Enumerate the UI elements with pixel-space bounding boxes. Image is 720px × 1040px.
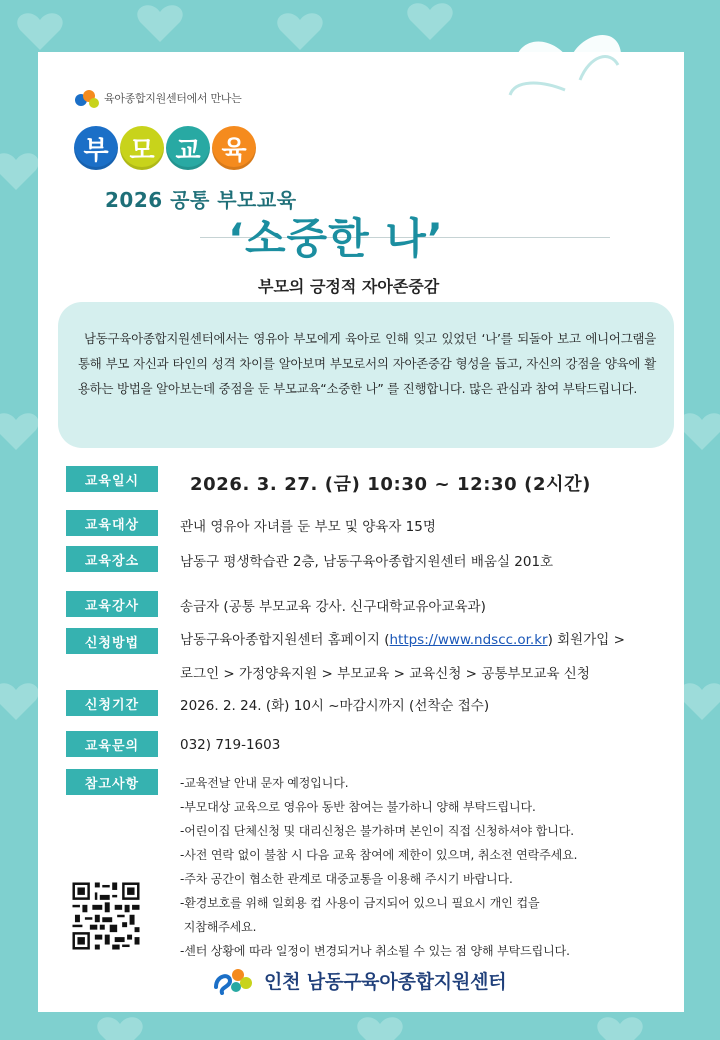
footer xyxy=(212,965,506,995)
label-schedule: 교육일시 xyxy=(66,466,158,492)
value-schedule: 2026. 3. 27. (금) 10:30 ~ 12:30 (2시간) xyxy=(190,474,591,495)
center-logo-icon xyxy=(74,86,100,110)
note-item: -사전 연락 없이 불참 시 다음 교육 참여에 제한이 있으며, 취소전 연락주세요. xyxy=(180,848,578,862)
note-item: -부모대상 교육으로 영유아 동반 참여는 불가하니 양해 부탁드립니다. xyxy=(180,800,536,814)
note-item: -주차 공간이 협소한 관계로 대중교통을 이용해 주시기 바랍니다. xyxy=(180,872,513,886)
header-logo-row xyxy=(74,86,241,110)
note-item: -센터 상황에 따라 일정이 변경되거나 취소될 수 있는 점 양해 부탁드립니다. xyxy=(180,944,570,958)
notes-list xyxy=(180,771,577,963)
value-place: 남동구 평생학습관 2층, 남동구육아종합지원센터 배움실 201호 xyxy=(180,554,554,570)
apply-method-suffix: ) 회원가입 > xyxy=(547,632,625,648)
value-inquiry: 032) 719-1603 xyxy=(180,737,281,753)
center-logo-icon xyxy=(212,965,256,995)
sub-title: 부모의 긍정적 자아존중감 xyxy=(258,277,440,296)
note-item: -환경보호를 위해 일회용 컵 사용이 금지되어 있으니 필요시 개인 컵을 xyxy=(180,896,540,910)
program-year-title: 2026 공통 부모교육 xyxy=(105,188,297,212)
value-apply-method-line2: 로그인 > 가정양육지원 > 부모교육 > 교육신청 > 공통부모교육 신청 xyxy=(180,666,590,682)
label-target: 교육대상 xyxy=(66,510,158,536)
value-apply-method xyxy=(180,628,625,648)
label-instructor: 교육강사 xyxy=(66,591,158,617)
label-apply-period: 신청기간 xyxy=(66,690,158,716)
badge-char-3: 교 xyxy=(166,126,210,170)
note-item: 지참해주세요. xyxy=(180,920,257,934)
value-target: 관내 영유아 자녀를 둔 부모 및 양육자 15명 xyxy=(180,519,436,535)
title-badges xyxy=(74,126,256,170)
badge-char-4: 육 xyxy=(212,126,256,170)
label-place: 교육장소 xyxy=(66,546,158,572)
badge-char-2: 모 xyxy=(120,126,164,170)
label-inquiry: 교육문의 xyxy=(66,731,158,757)
ribbon-bow-decoration xyxy=(470,10,720,260)
note-item: -어린이집 단체신청 및 대리신청은 불가하며 본인이 직접 신청하셔야 합니다. xyxy=(180,824,574,838)
value-instructor: 송금자 (공통 부모교육 강사. 신구대학교유아교육과) xyxy=(180,599,486,615)
homepage-link[interactable]: https://www.ndscc.or.kr xyxy=(389,632,548,648)
label-notes: 참고사항 xyxy=(66,769,158,795)
footer-org-name: 인천 남동구육아종합지원센터 xyxy=(264,970,507,993)
qr-code[interactable] xyxy=(70,880,142,952)
header-caption: 육아종합지원센터에서 만나는 xyxy=(104,92,242,105)
value-apply-period: 2026. 2. 24. (화) 10시 ~마감시까지 (선착순 접수) xyxy=(180,698,490,714)
note-item: -교육전날 안내 문자 예정입니다. xyxy=(180,776,349,790)
main-title: ‘소중한 나’ xyxy=(228,214,444,263)
badge-char-1: 부 xyxy=(74,126,118,170)
label-apply-method: 신청방법 xyxy=(66,628,158,654)
intro-paragraph: 남동구육아종합지원센터에서는 영유아 부모에게 육아로 인해 잊고 있었던 ‘나’를 되돌아 보고 에니어그램을 통해 부모 자신과 타인의 성격 차이를 알아보며 부모로서의 자아존중감 형성을 돕고, 자신의 강점을 양육에 활용하는 방법을 알아보는데 중점을 둔 부모교육“소중한 나” 를 진행합니다. 많은 관심과 참여 부탁드립니다. xyxy=(58,302,674,448)
apply-method-prefix: 남동구육아종합지원센터 홈페이지 ( xyxy=(180,632,390,648)
